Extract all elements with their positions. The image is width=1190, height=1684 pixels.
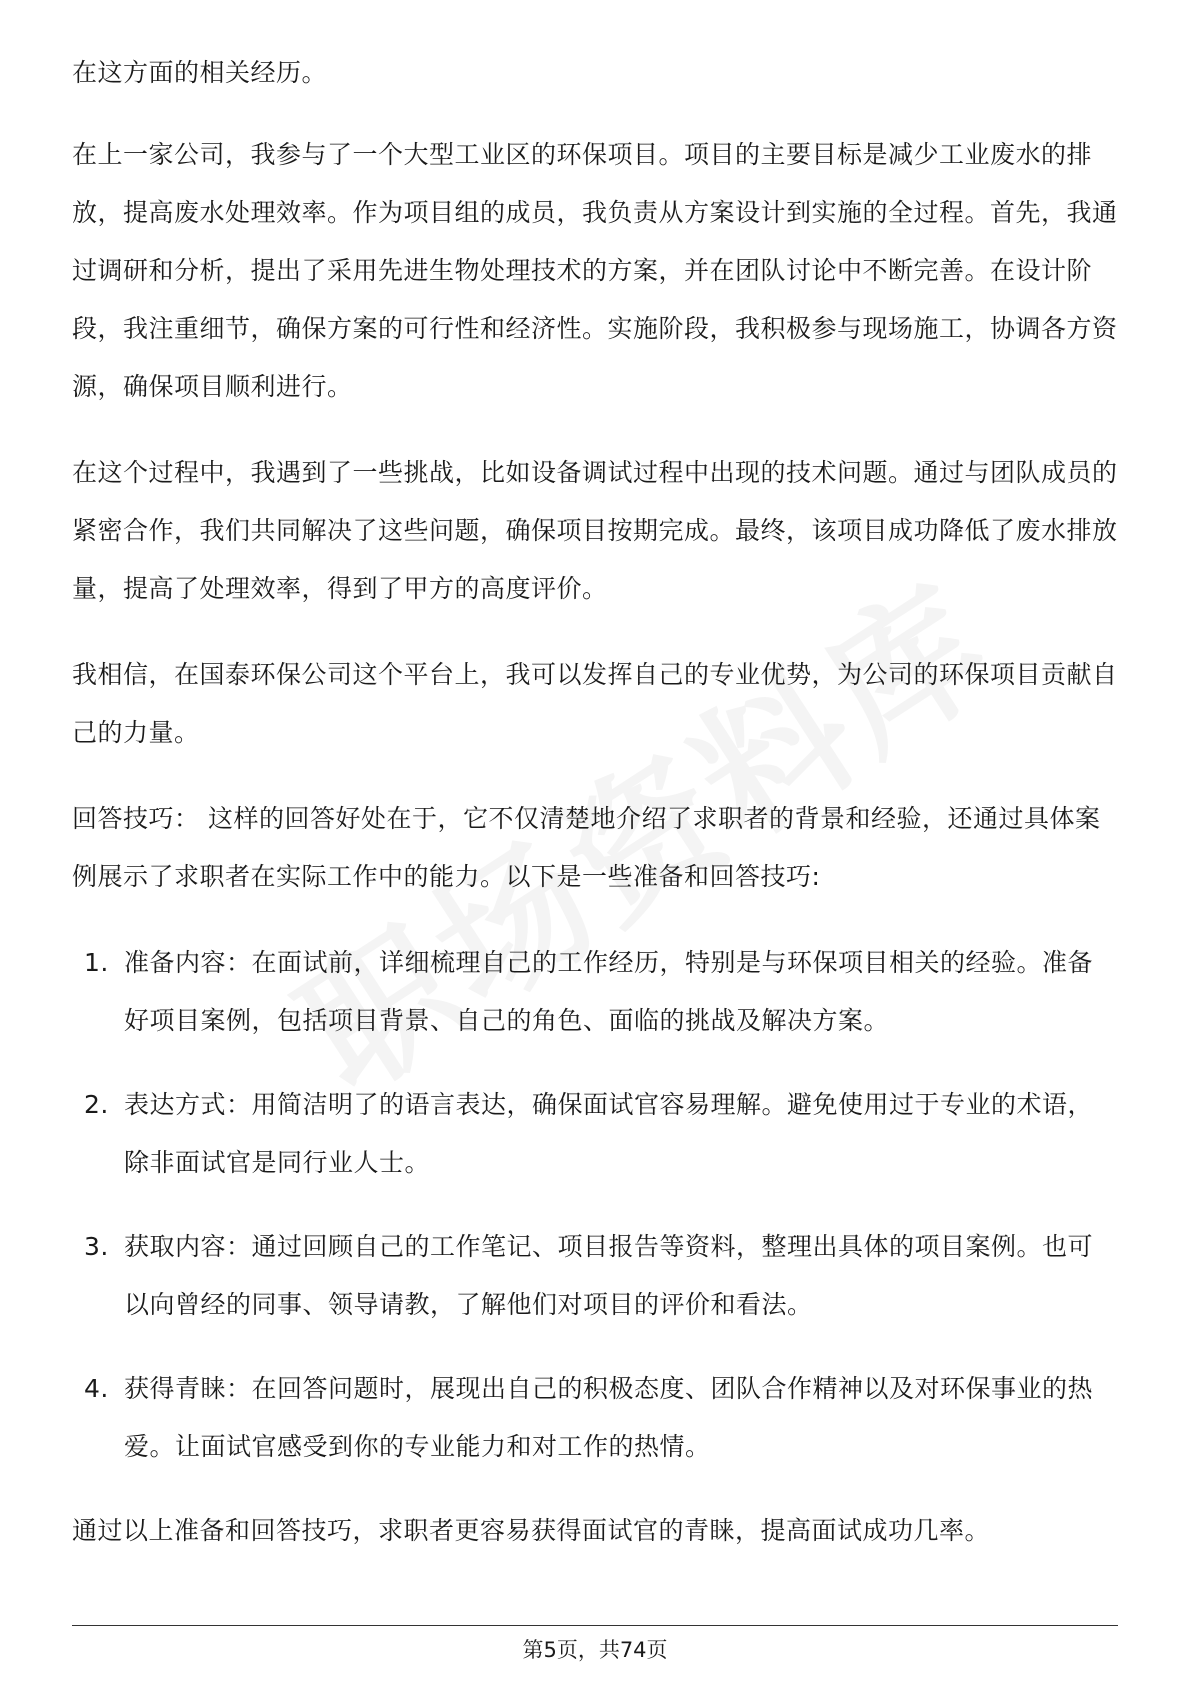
list-item-number: 1.: [84, 948, 109, 977]
page-content: [72, 44, 1118, 1588]
footer-divider: [72, 1625, 1118, 1626]
paragraph-closing: 通过以上准备和回答技巧，求职者更容易获得面试官的青睐，提高面试成功几率。: [72, 1516, 991, 1545]
list-item: [72, 1218, 1118, 1334]
paragraph-intro: 在这方面的相关经历。: [72, 58, 328, 87]
list-item-text: 获取内容：通过回顾自己的工作笔记、项目报告等资料，整理出具体的项目案例。也可以向曾经的同事、领导请教，了解他们对项目的评价和看法。: [124, 1232, 1094, 1319]
paragraph-belief: 我相信，在国泰环保公司这个平台上，我可以发挥自己的专业优势，为公司的环保项目贡献自己的力量。: [72, 660, 1118, 747]
list-item: [72, 1076, 1118, 1192]
list-item-text: 表达方式：用简洁明了的语言表达，确保面试官容易理解。避免使用过于专业的术语，除非面试官是同行业人士。: [124, 1090, 1094, 1177]
list-item-text: 准备内容：在面试前，详细梳理自己的工作经历，特别是与环保项目相关的经验。准备好项目案例，包括项目背景、自己的角色、面临的挑战及解决方案。: [124, 948, 1094, 1035]
list-item-number: 2.: [84, 1090, 109, 1119]
list-item-number: 4.: [84, 1374, 109, 1403]
paragraph-experience: 在上一家公司，我参与了一个大型工业区的环保项目。项目的主要目标是减少工业废水的排放，提高废水处理效率。作为项目组的成员，我负责从方案设计到实施的全过程。首先，我通过调研和分析，提出了采用先进生物处理技术的方案，并在团队讨论中不断完善。在设计阶段，我注重细节，确保方案的可行性和经济性。实施阶段，我积极参与现场施工，协调各方资源，确保项目顺利进行。: [72, 140, 1118, 401]
list-item-number: 3.: [84, 1232, 109, 1261]
list-item: [72, 1360, 1118, 1476]
list-item-text: 获得青睐：在回答问题时，展现出自己的积极态度、团队合作精神以及对环保事业的热爱。让面试官感受到你的专业能力和对工作的热情。: [124, 1374, 1094, 1461]
list-item: [72, 934, 1118, 1050]
paragraph-answer-tips: 回答技巧： 这样的回答好处在于，它不仅清楚地介绍了求职者的背景和经验，还通过具体案例展示了求职者在实际工作中的能力。以下是一些准备和回答技巧:: [72, 804, 1101, 891]
paragraph-challenge: 在这个过程中，我遇到了一些挑战，比如设备调试过程中出现的技术问题。通过与团队成员的紧密合作，我们共同解决了这些问题，确保项目按期完成。最终，该项目成功降低了废水排放量，提高了处理效率，得到了甲方的高度评价。: [72, 458, 1118, 603]
tips-list: [72, 934, 1118, 1476]
page-number: 第5页，共74页: [522, 1638, 668, 1662]
